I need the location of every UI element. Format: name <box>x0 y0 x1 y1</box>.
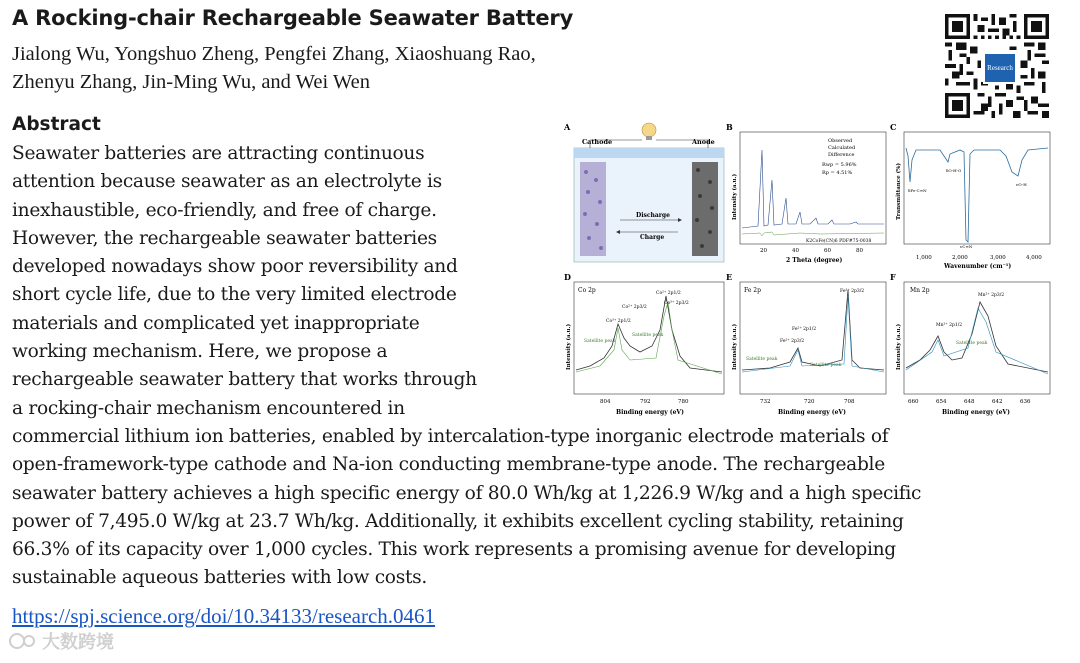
anode-label: Anode <box>692 138 715 146</box>
xps-mn-label: Mn²⁺ 2p1/2 <box>936 323 963 328</box>
abstract-heading: Abstract <box>12 114 101 135</box>
xps-mn-xtick: 636 <box>1020 399 1031 405</box>
xps-co-xtick: 780 <box>678 399 689 405</box>
xps-fe-xtick: 732 <box>760 399 771 405</box>
abstract-line: 66.3% of its capacity over 1,000 cycles. This work represents a promising avenue for developing <box>12 539 896 561</box>
xrd-legend-calculated: Calculated <box>828 145 856 151</box>
abstract-line: materials and complicated yet inappropriate <box>12 312 420 334</box>
xps-fe-label: Fe³⁺ 2p3/2 <box>840 289 865 294</box>
xps-co-label: Satellite peak <box>584 339 616 344</box>
ftir-spectrum <box>906 148 1048 242</box>
xps-fe-xlabel: Binding energy (eV) <box>778 409 846 416</box>
xps-mn-label: Satellite peak <box>956 341 988 346</box>
xps-mn-label: Mn²⁺ 2p3/2 <box>978 293 1005 298</box>
abstract-line: inexhaustible, eco-friendly, and free of charge. <box>12 199 437 221</box>
abstract-line: a rocking-chair mechanism encountered in <box>12 397 405 419</box>
abstract-line: However, the rechargeable seawater batteries <box>12 227 437 249</box>
xrd-legend-observed: Observed <box>828 138 853 144</box>
panel-label-b: B <box>726 122 733 132</box>
abstract-line: seawater battery achieves a high specific energy of 80.0 Wh/kg at 1,226.9 W/kg and a high specific <box>12 482 922 504</box>
panel-label-f: F <box>890 272 896 282</box>
panel-label-d: D <box>564 272 571 282</box>
author-list <box>12 40 652 96</box>
xrd-xtick: 80 <box>856 248 863 254</box>
xps-fe-label: Satellite peak <box>810 363 842 368</box>
abstract-line: working mechanism. Here, we propose a <box>12 341 388 363</box>
xps-co-xtick: 804 <box>600 399 611 405</box>
xps-fe-element: Fe 2p <box>744 287 761 294</box>
xps-co-xlabel: Binding energy (eV) <box>616 409 684 416</box>
ftir-peak-oho: δO-H-O <box>946 168 962 173</box>
watermark <box>8 628 114 654</box>
panel-label-c: C <box>890 122 897 132</box>
ftir-xtick: 2,000 <box>952 255 968 261</box>
watermark-logo-icon <box>8 631 38 651</box>
xps-co-xtick: 792 <box>640 399 651 405</box>
ftir-xtick: 1,000 <box>916 255 932 261</box>
xps-mn-xlabel: Binding energy (eV) <box>942 409 1010 416</box>
panel-label-a: A <box>564 122 571 132</box>
xps-co-label: Co²⁺ 2p3/2 <box>622 305 647 310</box>
xrd-rp: Rp = 4.51% <box>822 170 853 176</box>
charge-label: Charge <box>640 234 665 241</box>
xrd-observed <box>742 150 884 228</box>
xps-fe-xtick: 720 <box>804 399 815 405</box>
abstract-line: attention because seawater as an electrolyte is <box>12 171 442 193</box>
abstract-line: sustainable aqueous batteries with low costs. <box>12 567 427 589</box>
xrd-xtick: 20 <box>760 248 767 254</box>
doi-link[interactable]: https://spj.science.org/doi/10.34133/research.0461 <box>12 604 436 628</box>
qr-badge: Research <box>983 52 1017 84</box>
xps-mn-xtick: 654 <box>936 399 947 405</box>
abstract-line: power of 7,495.0 W/kg at 23.7 Wh/kg. Additionally, it exhibits excellent cycling stability, retaining <box>12 510 904 532</box>
xps-co-fit <box>576 302 722 374</box>
xrd-rwp: Rwp = 5.96% <box>822 162 857 168</box>
xps-mn-xtick: 648 <box>964 399 975 405</box>
xps-mn-xtick: 660 <box>908 399 919 405</box>
lightbulb-icon <box>642 123 656 137</box>
abstract-line: commercial lithium ion batteries, enabled by intercalation-type inorganic electrode materials of <box>12 426 889 447</box>
ftir-peak-oh: νO-H <box>1016 182 1027 187</box>
ftir-ylabel: Transmittance (%) <box>896 163 902 220</box>
ftir-peak-cn: νC≡N <box>960 244 973 249</box>
xps-fe-label: Satellite peak <box>746 357 778 362</box>
abstract-line: developed nowadays show poor reversibility and <box>12 256 458 278</box>
xrd-formula: K2CoFe(CN)6 PDF#75-0038 <box>806 239 872 244</box>
abstract-line: Seawater batteries are attracting continuous <box>12 143 425 164</box>
authors-line-2: Zhenyu Zhang, Jin-Ming Wu, and Wei Wen <box>12 71 370 93</box>
abstract-text-wide <box>12 423 1049 593</box>
ftir-peak-fe: δFe-C≡N <box>908 188 927 193</box>
xps-co-label: Co²⁺ 2p1/2 <box>656 291 681 296</box>
xrd-xtick: 40 <box>792 248 799 254</box>
abstract-line: short cycle life, due to the very limited electrode <box>12 284 457 306</box>
xps-fe-ylabel: Intensity (a.u.) <box>732 323 738 370</box>
xps-co-label: Co³⁺ 2p3/2 <box>664 301 689 306</box>
xrd-difference <box>742 232 884 236</box>
panel-label-e: E <box>726 272 733 282</box>
figure-panels <box>560 120 1052 420</box>
xps-fe-label: Fe²⁺ 2p1/2 <box>792 327 817 332</box>
abstract-line: open-framework-type cathode and Na-ion conducting membrane-type anode. The rechargeable <box>12 454 885 476</box>
xps-co-ylabel: Intensity (a.u.) <box>566 323 572 370</box>
abstract-text-narrow <box>12 140 539 423</box>
xrd-xlabel: 2 Theta (degree) <box>786 257 843 264</box>
ftir-xtick: 3,000 <box>990 255 1006 261</box>
ftir-xtick: 4,000 <box>1026 255 1042 261</box>
ftir-xlabel: Wavenumber (cm⁻¹) <box>944 263 1012 270</box>
xps-co-label: Satellite peak <box>632 333 664 338</box>
xps-co-element: Co 2p <box>578 287 596 294</box>
paper-title: A Rocking-chair Rechargeable Seawater Battery <box>12 6 574 30</box>
authors-line-1: Jialong Wu, Yongshuo Zheng, Pengfei Zhang, Xiaoshuang Rao, <box>12 43 536 65</box>
xrd-legend-difference: Difference <box>828 152 855 158</box>
xps-co-label: Co³⁺ 2p1/2 <box>606 319 631 324</box>
xps-fe-xtick: 708 <box>844 399 855 405</box>
xrd-ylabel: Intensity (a.u.) <box>732 173 738 220</box>
panel-a-battery-schematic <box>574 123 724 262</box>
xps-mn-xtick: 642 <box>992 399 1003 405</box>
xps-fe-label: Fe²⁺ 2p3/2 <box>780 339 805 344</box>
xrd-xtick: 60 <box>824 248 831 254</box>
xps-mn-ylabel: Intensity (a.u.) <box>896 323 902 370</box>
watermark-text: 大数跨境 <box>42 632 114 653</box>
discharge-label: Discharge <box>636 212 670 219</box>
cathode-label: Cathode <box>582 138 613 146</box>
xps-mn-element: Mn 2p <box>910 287 930 294</box>
abstract-line: rechargeable seawater battery that works through <box>12 369 477 391</box>
